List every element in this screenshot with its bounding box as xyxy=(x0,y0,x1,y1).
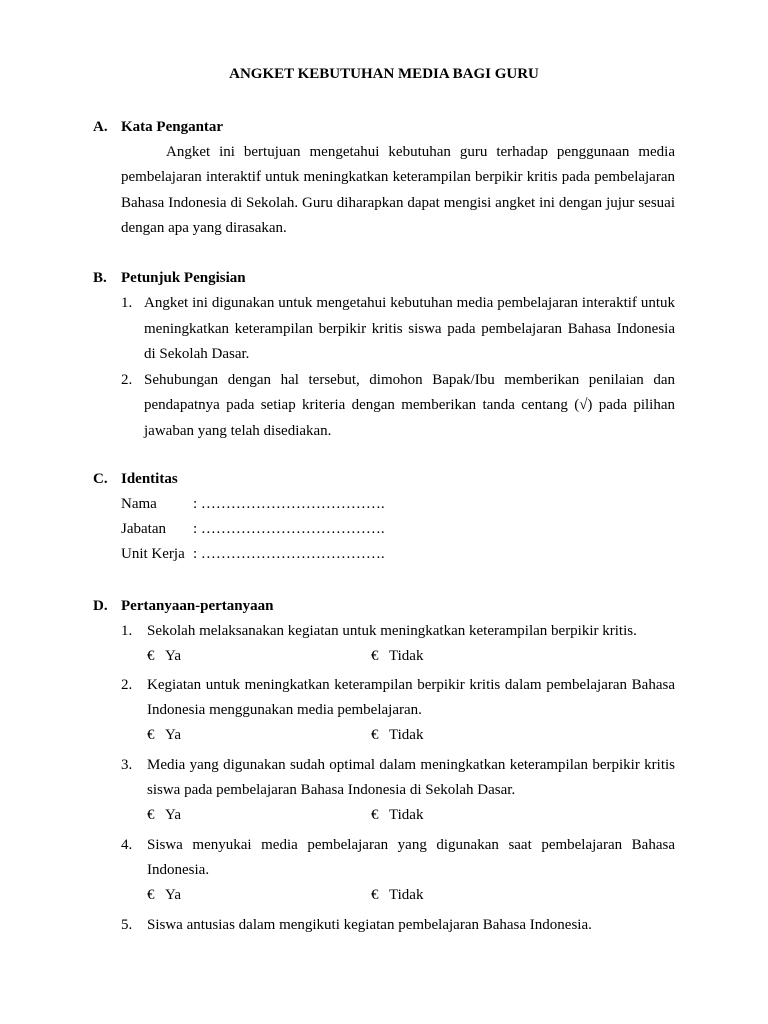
item-text: Sehubungan dengan hal tersebut, dimohon Bapak/Ibu memberikan penilaian dan pendapatnya pada setiap kriteria dengan memberikan tanda centang (√) pada pilihan jawaban yang telah disediakan. xyxy=(144,371,675,439)
question-list xyxy=(121,619,675,938)
identity-field-nama[interactable] xyxy=(121,492,675,517)
section-heading xyxy=(93,594,675,619)
question-text: Media yang digunakan sudah optimal dalam meningkatkan keterampilan berpikir kritis siswa pada pembelajaran Bahasa Indonesia di Sekolah Dasar. xyxy=(147,757,675,798)
section-title: Kata Pengantar xyxy=(121,119,224,135)
option-label: Ya xyxy=(165,727,181,743)
question-number: 4. xyxy=(121,837,133,853)
field-blank[interactable]: : ………………………………. xyxy=(193,521,385,537)
section-letter: A. xyxy=(93,119,108,135)
section-heading xyxy=(93,266,675,291)
section-letter: C. xyxy=(93,471,108,487)
checkbox-icon[interactable]: € xyxy=(371,648,379,664)
question-item xyxy=(121,753,675,828)
answer-options xyxy=(147,723,675,748)
field-label: Jabatan xyxy=(121,521,166,537)
checkbox-icon[interactable]: € xyxy=(147,727,155,743)
intro-paragraph xyxy=(121,140,675,241)
option-label: Tidak xyxy=(389,807,424,823)
answer-options xyxy=(147,883,675,908)
question-item xyxy=(121,619,675,669)
option-tidak[interactable] xyxy=(371,723,595,748)
field-label: Nama xyxy=(121,496,157,512)
option-ya[interactable] xyxy=(147,803,371,828)
section-petunjuk xyxy=(93,266,675,444)
list-item xyxy=(121,368,675,445)
option-label: Tidak xyxy=(389,648,424,664)
identity-field-jabatan[interactable] xyxy=(121,517,675,542)
answer-options xyxy=(147,803,675,828)
option-tidak[interactable] xyxy=(371,803,595,828)
option-ya[interactable] xyxy=(147,723,371,748)
field-label: Unit Kerja xyxy=(121,546,185,562)
page-title: ANGKET KEBUTUHAN MEDIA BAGI GURU xyxy=(229,66,539,82)
checkbox-icon[interactable]: € xyxy=(147,807,155,823)
question-text: Siswa menyukai media pembelajaran yang digunakan saat pembelajaran Bahasa Indonesia. xyxy=(147,837,675,878)
question-item xyxy=(121,833,675,908)
field-blank[interactable]: : ………………………………. xyxy=(193,546,385,562)
identity-field-unit-kerja[interactable] xyxy=(121,542,675,567)
section-title: Petunjuk Pengisian xyxy=(121,270,246,286)
section-letter: B. xyxy=(93,270,107,286)
section-title: Pertanyaan-pertanyaan xyxy=(121,598,274,614)
instruction-list xyxy=(121,291,675,444)
item-number: 1. xyxy=(121,295,133,311)
checkbox-icon[interactable]: € xyxy=(371,887,379,903)
question-item xyxy=(121,913,675,938)
checkbox-icon[interactable]: € xyxy=(147,648,155,664)
option-ya[interactable] xyxy=(147,644,371,669)
question-text: Siswa antusias dalam mengikuti kegiatan pembelajaran Bahasa Indonesia. xyxy=(147,917,592,933)
question-number: 5. xyxy=(121,917,133,933)
answer-options xyxy=(147,644,675,669)
checkbox-icon[interactable]: € xyxy=(371,807,379,823)
item-number: 2. xyxy=(121,371,133,388)
option-tidak[interactable] xyxy=(371,883,595,908)
intro-text: Angket ini bertujuan mengetahui kebutuhan guru terhadap penggunaan media pembelajaran interaktif untuk meningkatkan keterampilan berpikir kritis pada pembelajaran Bahasa Indonesia di Sekolah. Guru diharapkan dapat mengisi angket ini dengan jujur sesuai dengan apa yang dirasakan. xyxy=(121,144,675,236)
question-number: 3. xyxy=(121,757,133,773)
section-heading xyxy=(93,467,675,492)
question-text: Kegiatan untuk meningkatkan keterampilan berpikir kritis dalam pembelajaran Bahasa Indonesia menggunakan media pembelajaran. xyxy=(147,677,675,718)
option-tidak[interactable] xyxy=(371,644,595,669)
section-letter: D. xyxy=(93,598,108,614)
section-pertanyaan xyxy=(93,594,675,938)
checkbox-icon[interactable]: € xyxy=(147,887,155,903)
option-label: Ya xyxy=(165,887,181,903)
option-label: Ya xyxy=(165,648,181,664)
option-label: Ya xyxy=(165,807,181,823)
question-number: 1. xyxy=(121,623,133,639)
section-identitas xyxy=(93,467,675,567)
checkbox-icon[interactable]: € xyxy=(371,727,379,743)
question-item xyxy=(121,673,675,748)
question-number: 2. xyxy=(121,677,133,693)
option-label: Tidak xyxy=(389,887,424,903)
option-ya[interactable] xyxy=(147,883,371,908)
section-heading xyxy=(93,115,675,140)
field-blank[interactable]: : ………………………………. xyxy=(193,496,385,512)
item-text: Angket ini digunakan untuk mengetahui kebutuhan media pembelajaran interaktif untuk meningkatkan keterampilan berpikir kritis siswa pada pembelajaran Bahasa Indonesia di Sekolah Dasar. xyxy=(144,295,675,362)
option-label: Tidak xyxy=(389,727,424,743)
section-title: Identitas xyxy=(121,471,178,487)
list-item xyxy=(121,291,675,368)
question-text: Sekolah melaksanakan kegiatan untuk meningkatkan keterampilan berpikir kritis. xyxy=(147,623,637,639)
section-kata-pengantar xyxy=(93,115,675,241)
